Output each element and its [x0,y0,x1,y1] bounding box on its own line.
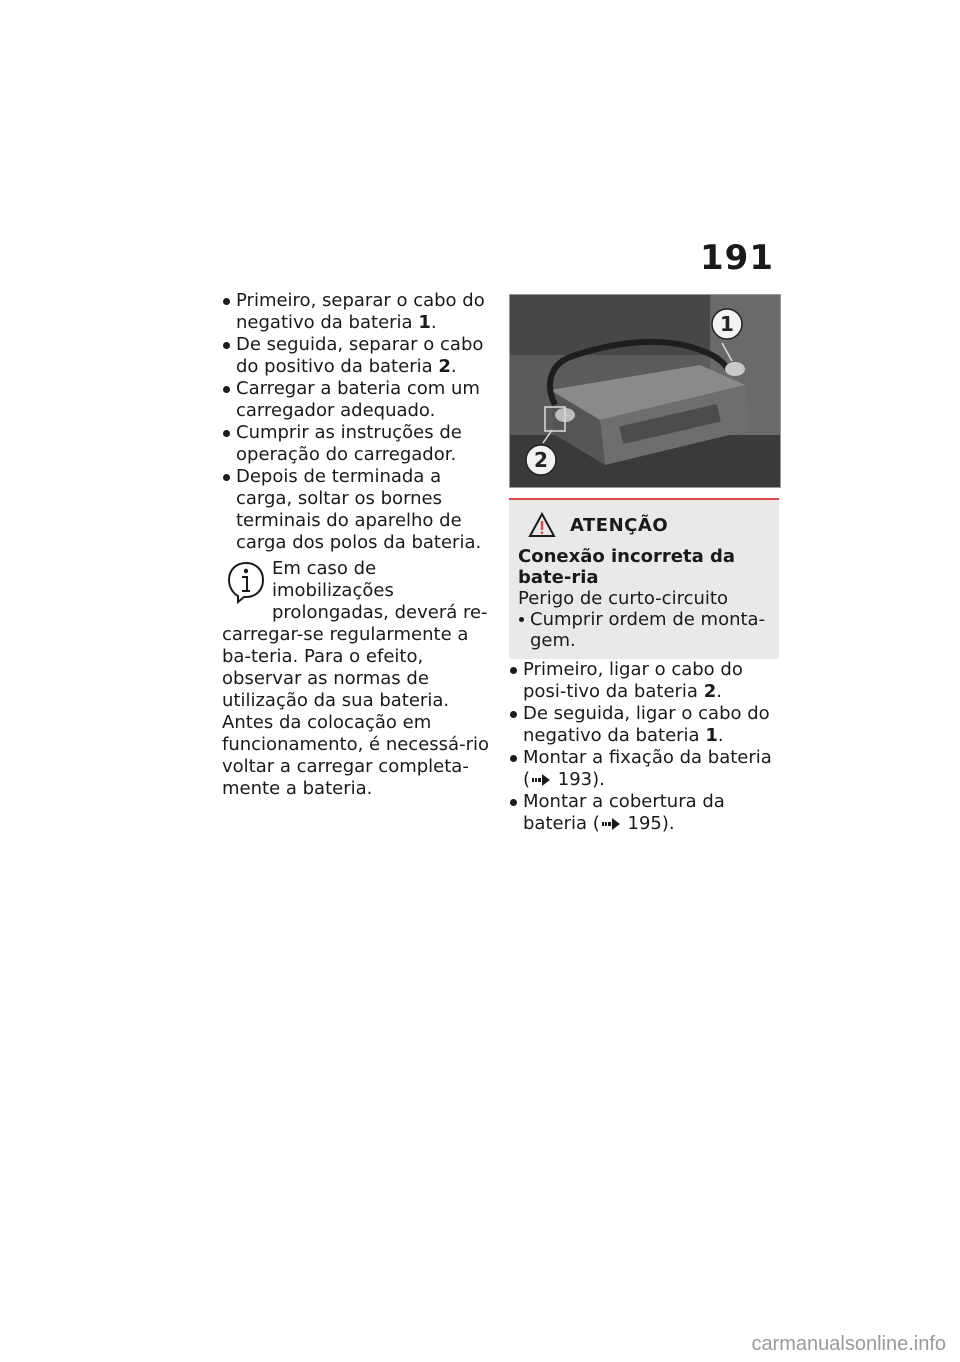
page-number: 191 [700,238,774,278]
warning-box [509,498,779,659]
list-item: De seguida, separar o cabo do positivo da bateria 2. [222,334,490,378]
photo-label-2: 2 [534,448,548,472]
watermark-footer: carmanualsonline.info [751,1333,946,1355]
list-item: De seguida, ligar o cabo do negativo da bateria 1. [509,703,779,747]
list-item: Primeiro, ligar o cabo do posi-tivo da bateria 2. [509,659,779,703]
left-steps-list [222,290,490,554]
list-item: Carregar a bateria com um carregador adequado. [222,378,490,422]
info-note [222,558,490,800]
photo-label-1: 1 [720,312,734,336]
page-reference-arrow-icon [532,774,550,786]
list-item: Cumprir as instruções de operação do carregador. [222,422,490,466]
list-item: Depois de terminada a carga, soltar os bornes terminais do aparelho de carga dos polos da bateria. [222,466,490,554]
warning-triangle-icon [528,512,556,538]
list-item: Cumprir ordem de monta-gem. [518,609,770,651]
page-link-193[interactable]: 193 [557,769,593,790]
right-column [509,294,779,835]
info-icon [226,560,266,604]
warning-hazard: Perigo de curto-circuito [518,588,728,609]
warning-subtitle: Conexão incorreta da bate-ria [518,546,736,588]
list-item: Primeiro, separar o cabo do negativo da bateria 1. [222,290,490,334]
page-reference-arrow-icon [602,818,620,830]
battery-photo [509,294,781,488]
warning-actions [518,609,770,651]
info-text: Em caso de imobilizações prolongadas, deverá re-carregar-se regularmente a ba-teria. Para o efeito, observar as normas de utilização da sua bateria. Antes da colocação em funcionamento, é necessá-rio voltar a carregar completa-mente a bateria. [222,558,489,799]
list-item: Montar a fixação da bateria ( 193). [509,747,779,791]
ref-number: 1 [705,725,718,746]
warning-title: ATENÇÃO [570,514,669,536]
right-steps-list [509,659,779,835]
page-link-195[interactable]: 195 [627,813,662,834]
warning-header [518,512,770,538]
left-column [222,290,490,800]
ref-number: 2 [703,681,717,702]
list-item: Montar a cobertura da bateria ( 195). [509,791,779,835]
ref-number: 2 [438,356,451,377]
ref-number: 1 [418,312,431,333]
